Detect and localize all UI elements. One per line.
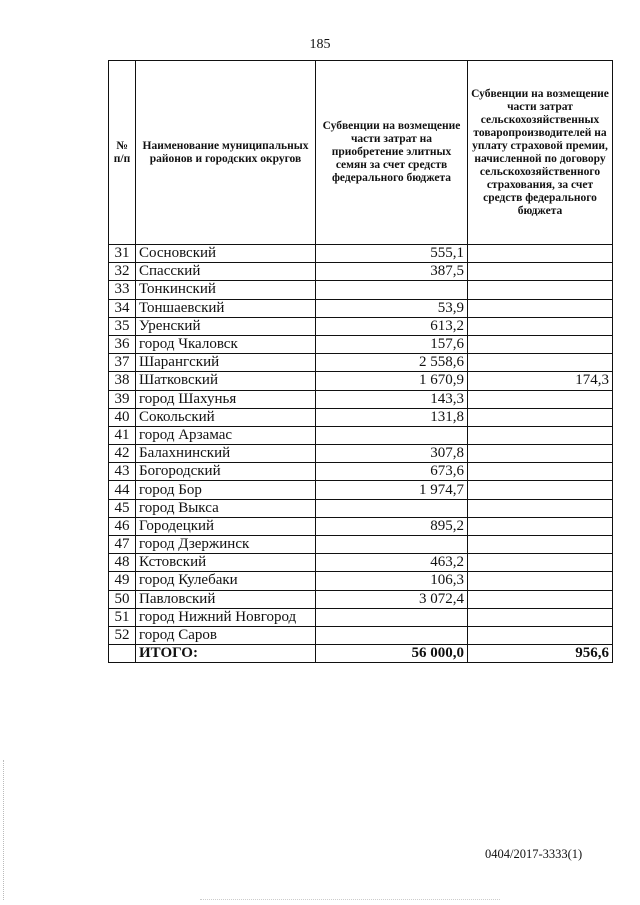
table-row [109,445,613,463]
district-name-cell: город Саров [136,626,316,644]
table-row [109,590,613,608]
table-row [109,517,613,535]
elite-seeds-value-cell: 143,3 [316,390,468,408]
total-insurance-cell: 956,6 [468,645,613,663]
elite-seeds-value-cell: 131,8 [316,408,468,426]
header-insurance-subsidy: Субвенции на возмещение части затрат сельскохозяйственных товаропроизводителей на уплату страховой премии, начисленной по договору сельскохозяйственного страхования, за счет средств федерального бюджета [468,61,613,245]
elite-seeds-value-cell [316,426,468,444]
subsidy-table [108,60,613,663]
insurance-value-cell [468,608,613,626]
insurance-value-cell [468,626,613,644]
insurance-value-cell [468,536,613,554]
elite-seeds-value-cell: 673,6 [316,463,468,481]
elite-seeds-value-cell: 3 072,4 [316,590,468,608]
row-number-cell: 50 [109,590,136,608]
insurance-value-cell [468,390,613,408]
table-row [109,536,613,554]
elite-seeds-value-cell: 613,2 [316,317,468,335]
table-row [109,499,613,517]
row-number-cell: 31 [109,245,136,263]
page-number: 185 [309,37,331,52]
insurance-value-cell [468,408,613,426]
table-row [109,572,613,590]
table-row [109,408,613,426]
district-name-cell: город Кулебаки [136,572,316,590]
row-number-cell: 41 [109,426,136,444]
table-row [109,426,613,444]
elite-seeds-value-cell: 53,9 [316,299,468,317]
table-row [109,481,613,499]
insurance-value-cell [468,281,613,299]
elite-seeds-value-cell: 895,2 [316,517,468,535]
insurance-value-cell [468,481,613,499]
row-number-cell: 33 [109,281,136,299]
district-name-cell: город Выкса [136,499,316,517]
insurance-value-cell [468,335,613,353]
table-row [109,317,613,335]
insurance-value-cell [468,445,613,463]
district-name-cell: Павловский [136,590,316,608]
table-row [109,245,613,263]
district-name-cell: Сокольский [136,408,316,426]
row-number-cell: 52 [109,626,136,644]
district-name-cell: город Нижний Новгород [136,608,316,626]
table-row [109,626,613,644]
row-number-cell: 46 [109,517,136,535]
district-name-cell: Сосновский [136,245,316,263]
district-name-cell: Кстовский [136,554,316,572]
table-row [109,263,613,281]
district-name-cell: Шарангский [136,354,316,372]
district-name-cell: город Бор [136,481,316,499]
row-number-cell: 36 [109,335,136,353]
insurance-value-cell [468,590,613,608]
insurance-value-cell [468,299,613,317]
header-name: Наименование муниципальных районов и городских округов [136,61,316,245]
table-row [109,372,613,390]
elite-seeds-value-cell: 387,5 [316,263,468,281]
elite-seeds-value-cell: 1 670,9 [316,372,468,390]
district-name-cell: город Арзамас [136,426,316,444]
district-name-cell: город Чкаловск [136,335,316,353]
district-name-cell: город Дзержинск [136,536,316,554]
row-number-cell: 47 [109,536,136,554]
row-number-cell: 51 [109,608,136,626]
insurance-value-cell [468,463,613,481]
table-row [109,354,613,372]
district-name-cell: Балахнинский [136,445,316,463]
row-number-cell: 48 [109,554,136,572]
header-elite-seeds-subsidy: Субвенции на возмещение части затрат на приобретение элитных семян за счет средств федерального бюджета [316,61,468,245]
row-number-cell: 32 [109,263,136,281]
insurance-value-cell [468,426,613,444]
total-label-cell: ИТОГО: [136,645,316,663]
district-name-cell: Шатковский [136,372,316,390]
table-row [109,463,613,481]
elite-seeds-value-cell: 555,1 [316,245,468,263]
total-number-cell [109,645,136,663]
elite-seeds-value-cell: 106,3 [316,572,468,590]
elite-seeds-value-cell: 1 974,7 [316,481,468,499]
row-number-cell: 40 [109,408,136,426]
elite-seeds-value-cell [316,499,468,517]
scan-bottom-marks [200,899,500,901]
table-row [109,281,613,299]
row-number-cell: 39 [109,390,136,408]
elite-seeds-value-cell [316,281,468,299]
table-row [109,335,613,353]
district-name-cell: город Шахунья [136,390,316,408]
district-name-cell: Спасский [136,263,316,281]
row-number-cell: 38 [109,372,136,390]
row-number-cell: 42 [109,445,136,463]
table-body [109,245,613,663]
table-row [109,299,613,317]
row-number-cell: 43 [109,463,136,481]
elite-seeds-value-cell: 157,6 [316,335,468,353]
insurance-value-cell [468,517,613,535]
insurance-value-cell [468,499,613,517]
table-row [109,554,613,572]
district-name-cell: Уренский [136,317,316,335]
scan-edge-marks [3,760,5,900]
row-number-cell: 45 [109,499,136,517]
elite-seeds-value-cell: 2 558,6 [316,354,468,372]
row-number-cell: 44 [109,481,136,499]
district-name-cell: Тоншаевский [136,299,316,317]
row-number-cell: 34 [109,299,136,317]
document-code: 0404/2017-3333(1) [485,847,583,861]
total-row [109,645,613,663]
insurance-value-cell [468,263,613,281]
row-number-cell: 35 [109,317,136,335]
elite-seeds-value-cell [316,536,468,554]
elite-seeds-value-cell: 463,2 [316,554,468,572]
elite-seeds-value-cell [316,626,468,644]
district-name-cell: Богородский [136,463,316,481]
total-elite-seeds-cell: 56 000,0 [316,645,468,663]
elite-seeds-value-cell [316,608,468,626]
elite-seeds-value-cell: 307,8 [316,445,468,463]
insurance-value-cell [468,317,613,335]
insurance-value-cell [468,354,613,372]
district-name-cell: Городецкий [136,517,316,535]
district-name-cell: Тонкинский [136,281,316,299]
insurance-value-cell: 174,3 [468,372,613,390]
row-number-cell: 49 [109,572,136,590]
insurance-value-cell [468,554,613,572]
row-number-cell: 37 [109,354,136,372]
table-row [109,390,613,408]
table-row [109,608,613,626]
insurance-value-cell [468,245,613,263]
header-number: № п/п [109,61,136,245]
insurance-value-cell [468,572,613,590]
table-header-row [109,61,613,245]
